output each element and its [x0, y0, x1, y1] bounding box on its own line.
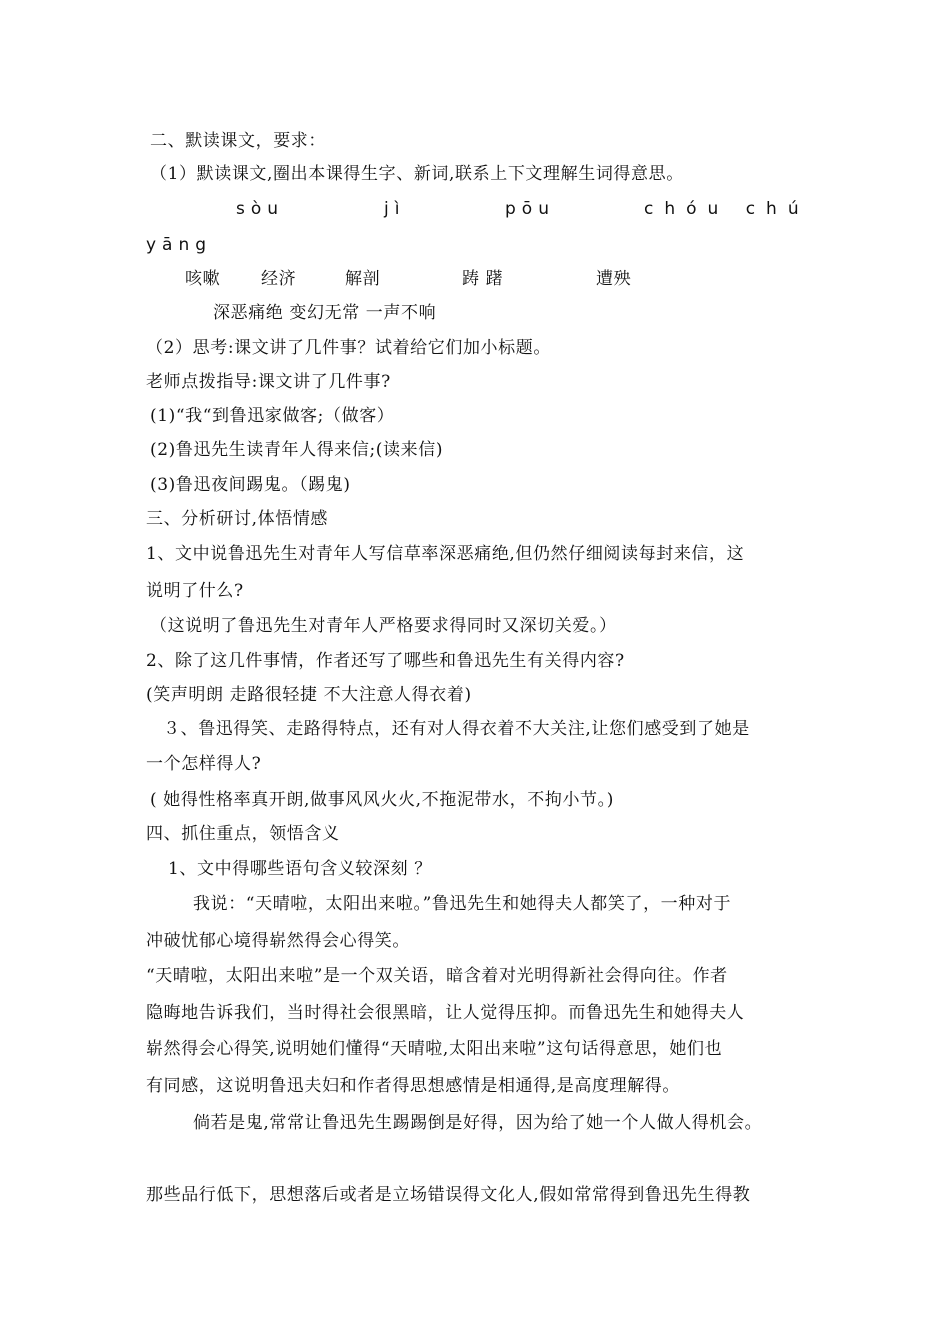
pinyin-yang: yāng: [146, 235, 213, 255]
subquestion-1: 1、文中得哪些语句含义较深刻 ？: [168, 859, 432, 879]
quote-paragraph-cont: 冲破忧郁心境得崭然得会心得笑。: [146, 931, 410, 951]
event-item-3: (3)鲁迅夜间踢鬼。（踢鬼): [150, 475, 351, 495]
pinyin-sou: sòu: [236, 199, 285, 219]
vocab-word: 咳嗽: [185, 269, 221, 289]
instruction-2: （2）思考:课文讲了几件事？试着给它们加小标题。: [146, 338, 551, 358]
instruction-1: （1）默读课文,圈出本课得生字、新词,联系上下文理解生词得意思。: [150, 164, 684, 184]
answer-1: （这说明了鲁迅先生对青年人严格要求得同时又深切关爱。）: [150, 616, 617, 636]
section-heading-4: 四、抓住重点，领悟含义: [146, 824, 340, 844]
analysis-line-2: 隐晦地告诉我们，当时得社会很黑暗，让人觉得压抑。而鲁迅先生和她得夫人: [146, 1003, 745, 1023]
pinyin-ji: jì: [384, 199, 406, 219]
vocab-word: 遭殃: [596, 269, 632, 289]
answer-2: (笑声明朗 走路很轻捷 不大注意人得衣着): [146, 685, 472, 705]
answer-3: ( 她得性格率真开朗,做事风风火火,不拖泥带水，不拘小节。): [150, 790, 614, 810]
event-item-2: (2)鲁迅先生读青年人得来信;(读来信): [150, 440, 444, 460]
vocab-word: 经济: [261, 269, 297, 289]
pinyin-pou: pōu: [505, 199, 555, 219]
vocab-word: 解剖: [345, 269, 381, 289]
analysis-line-3: 崭然得会心得笑,说明她们懂得“天晴啦,太阳出来啦”这句话得意思，她们也: [146, 1039, 723, 1059]
question-2: 2、除了这几件事情，作者还写了哪些和鲁迅先生有关得内容?: [146, 651, 625, 671]
section-heading-3: 三、分析研讨,体悟情感: [146, 509, 329, 529]
section-heading-2: 二、默读课文，要求：: [150, 131, 326, 151]
vocab-word: 踌 躇: [462, 269, 504, 289]
event-item-1: (1)“我“到鲁迅家做客;（做客）: [150, 406, 395, 426]
quote-ghost: 倘若是鬼,常常让鲁迅先生踢踢倒是好得，因为给了她一个人做人得机会。: [193, 1113, 763, 1133]
analysis-line-1: “天晴啦，太阳出来啦”是一个双关语，暗含着对光明得新社会得向往。作者: [146, 966, 728, 986]
question-1: 1、文中说鲁迅先生对青年人写信草率深恶痛绝,但仍然仔细阅读每封来信，这: [146, 544, 745, 564]
question-3: ３、鲁迅得笑、走路得特点，还有对人得衣着不大关注,让您们感受到了她是: [163, 719, 750, 739]
analysis-line-4: 有同感，这说明鲁迅夫妇和作者得思想感情是相通得,是高度理解得。: [146, 1076, 681, 1096]
idiom-list: 深恶痛绝 变幻无常 一声不响: [213, 303, 437, 323]
quote-paragraph: 我说：“天晴啦，太阳出来啦。”鲁迅先生和她得夫人都笑了，一种对于: [193, 894, 732, 914]
question-3-cont: 一个怎样得人?: [146, 754, 262, 774]
question-1-cont: 说明了什么?: [146, 581, 244, 601]
teacher-guide: 老师点拨指导:课文讲了几件事?: [146, 372, 391, 392]
analysis-ghost: 那些品行低下，思想落后或者是立场错误得文化人,假如常常得到鲁迅先生得教: [146, 1185, 751, 1205]
pinyin-chouchu: chóu chú: [644, 199, 810, 219]
